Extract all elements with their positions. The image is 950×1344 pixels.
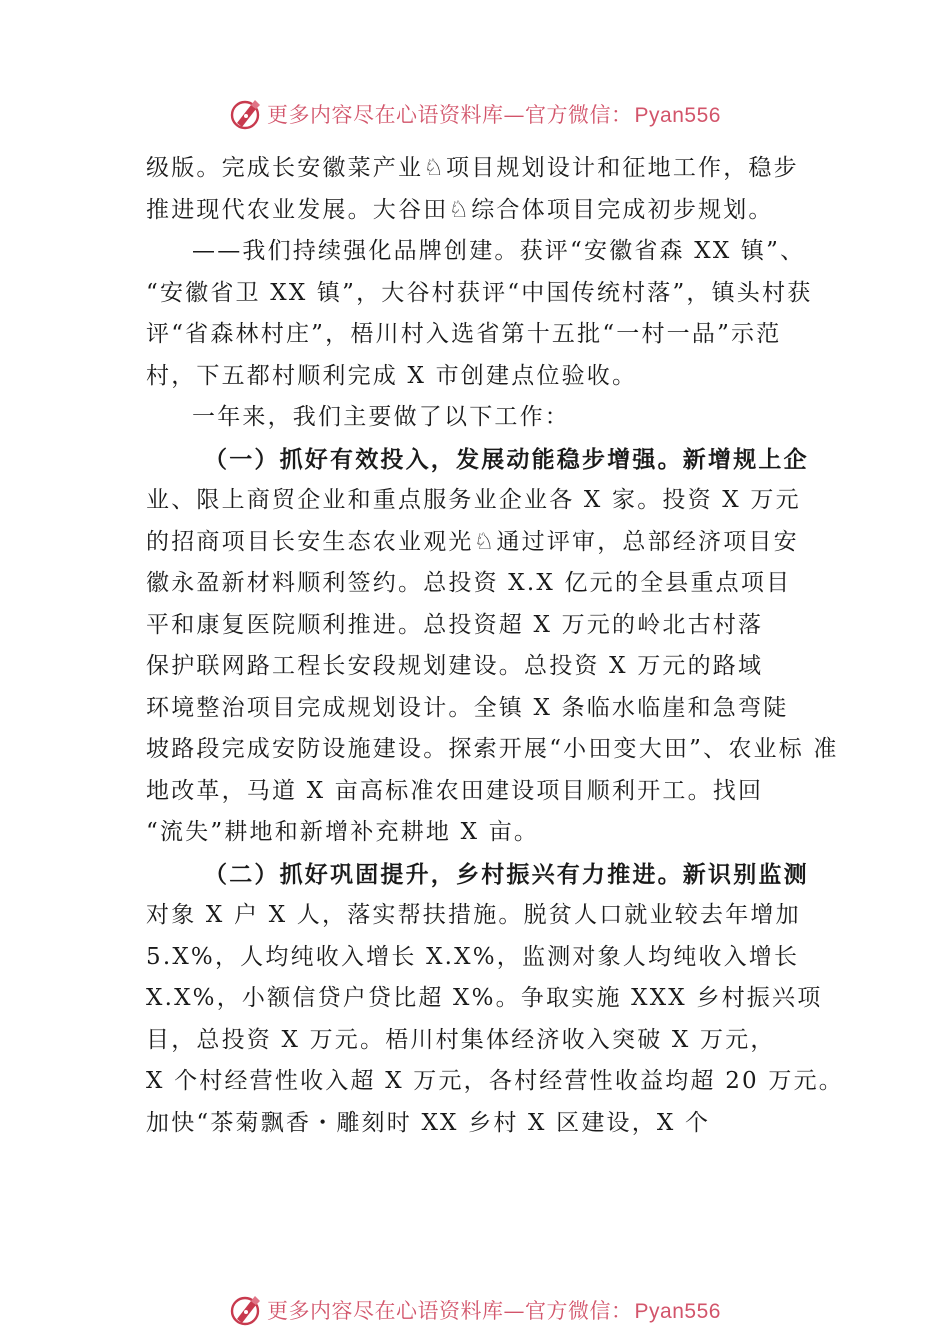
- text-line: 徽永盈新材料顺利签约。总投资 X.X 亿元的全县重点项目: [146, 570, 792, 596]
- text-line: “安徽省卫 XX 镇”，大谷村获评“中国传统村落”，镇头村获: [146, 279, 813, 306]
- text-line: 业、限上商贸企业和重点服务业企业各 X 家。投资 X 万元: [146, 487, 801, 513]
- text-line: ——我们持续强化品牌创建。获评“安徽省森 XX 镇”、: [192, 238, 806, 264]
- pen-nib-logo-icon: [229, 1293, 263, 1327]
- text-line: 保护联网路工程长安段规划建设。总投资 X 万元的路域: [146, 653, 764, 679]
- text-line: 平和康复医院顺利推进。总投资超 X 万元的岭北古村落: [146, 611, 764, 638]
- pen-nib-logo-icon: [229, 97, 263, 131]
- watermark-text: 更多内容尽在心语资料库—官方微信：Pyan556: [267, 103, 721, 127]
- text-line: “流失”耕地和新增补充耕地 X 亩。: [146, 819, 540, 845]
- text-line: 地改革，马道 X 亩高标准农田建设项目顺利开工。找回: [146, 777, 764, 804]
- text-line: 环境整治项目完成规划设计。全镇 X 条临水临崖和急弯陡: [146, 694, 789, 721]
- text-line: X 个村经营性收入超 X 万元，各村经营性收益均超 20 万元。: [146, 1068, 844, 1094]
- text-line: X.X%，小额信贷户贷比超 X%。争取实施 XXX 乡村振兴项: [146, 985, 823, 1011]
- text-line: 5.X%，人均纯收入增长 X.X%，监测对象人均纯收入增长: [146, 943, 800, 970]
- text-line: 对象 X 户 X 人，落实帮扶措施。脱贫人口就业较去年增加: [146, 902, 801, 928]
- section-heading-line: （二）抓好巩固提升，乡村振兴有力推进。新识别监测: [204, 860, 809, 888]
- text-line: 村，下五都村顺利完成 X 市创建点位验收。: [146, 362, 638, 389]
- text-line: 坡路段完成安防设施建设。探索开展“小田变大田”、农业标 准: [146, 736, 839, 762]
- watermark-text: 更多内容尽在心语资料库—官方微信：Pyan556: [267, 1299, 721, 1323]
- footer-watermark-banner: [0, 1290, 950, 1330]
- text-line: 一年来，我们主要做了以下工作：: [192, 404, 570, 430]
- text-line: 级版。完成长安徽菜产业♘项目规划设计和征地工作，稳步: [146, 155, 799, 181]
- section-heading-line: （一）抓好有效投入，发展动能稳步增强。新增规上企: [204, 445, 809, 473]
- text-line: 推进现代农业发展。大谷田♘综合体项目完成初步规划。: [146, 196, 774, 223]
- text-line: 目，总投资 X 万元。梧川村集体经济收入突破 X 万元，: [146, 1026, 776, 1053]
- header-watermark-banner: [0, 94, 950, 134]
- document-body: [146, 148, 844, 1144]
- text-line: 加快“茶菊飘香・雕刻时 XX 乡村 X 区建设，X 个: [146, 1109, 711, 1136]
- text-line: 的招商项目长安生态农业观光♘通过评审，总部经济项目安: [146, 528, 799, 555]
- text-line: 评“省森林村庄”，梧川村入选省第十五批“一村一品”示范: [146, 321, 782, 347]
